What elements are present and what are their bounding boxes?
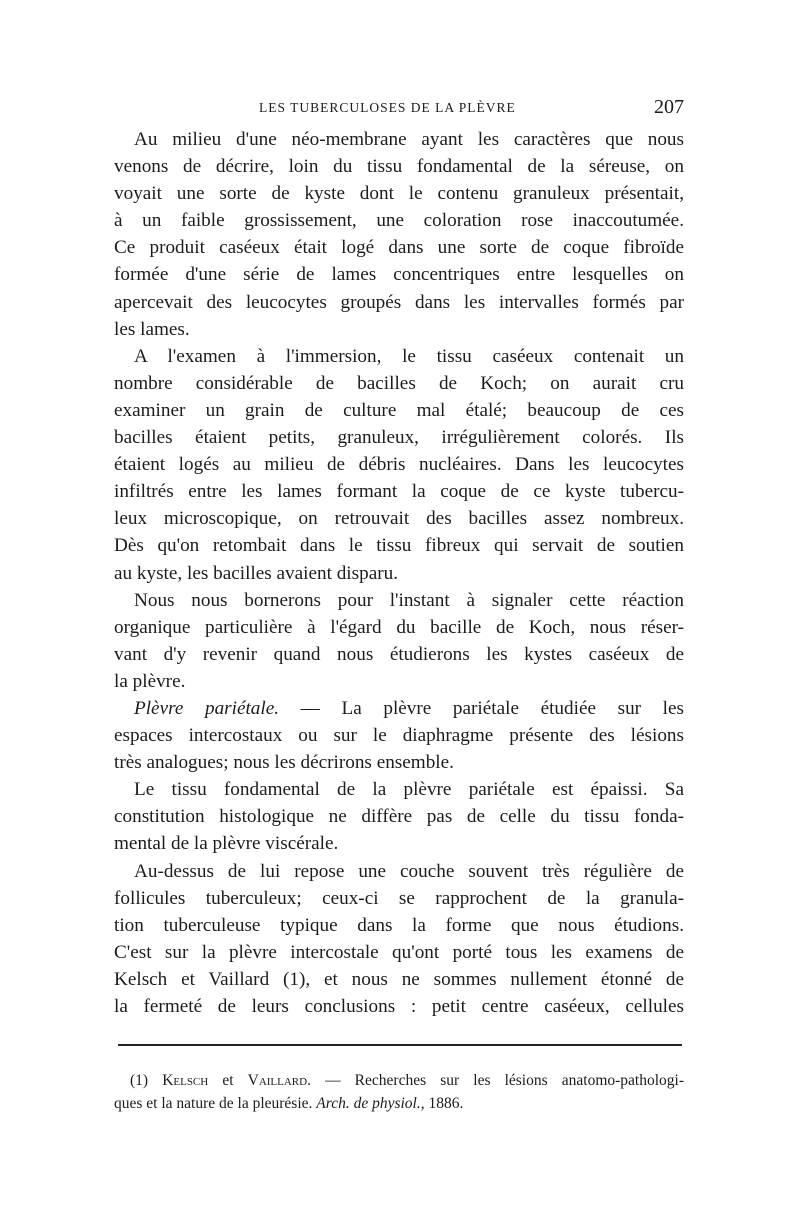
footnote-line [114,1092,684,1115]
page-header [114,96,684,122]
section-heading: Plèvre pariétale. [134,697,280,719]
text-line: les lames. [114,318,190,340]
text-fragment: . — Recherches sur les lésions anatomo-pathologi- [307,1072,684,1089]
text-line: infiltrés entre les lames formant la coque de ce kyste tubercu- [114,481,684,503]
text-line: formée d'une série de lames concentriques entre lesquelles on [114,264,684,286]
text-fragment: ques et la nature de la pleurésie. [114,1095,317,1112]
text-line: Au-dessus de lui repose une couche souvent très régulière de [134,860,684,882]
text-line: apercevait des leucocytes groupés dans les intervalles formés par [114,291,684,313]
text-line: nombre considérable de bacilles de Koch; on aurait cru [114,372,684,394]
text-line: tion tuberculeuse typique dans la forme que nous étudions. [114,914,684,936]
text-line: Nous nous bornerons pour l'instant à signaler cette réaction [134,589,684,611]
text-line: étaient logés au milieu de débris nucléaires. Dans les leucocytes [114,454,684,476]
text-line: Kelsch et Vaillard (1), et nous ne sommes nullement étonné de [114,968,684,990]
text-line: venons de décrire, loin du tissu fondamental de la séreuse, on [114,156,684,178]
text-line: espaces intercostaux ou sur le diaphragme présente des lésions [114,725,684,747]
text-line: vant d'y revenir quand nous étudierons les kystes caséeux de [114,643,684,665]
text-line: la plèvre. [114,670,186,692]
footnotes [114,1069,684,1115]
footnote-author: Vaillard [247,1072,308,1089]
text-line: A l'examen à l'immersion, le tissu caséeux contenait un [134,345,684,367]
text-line: constitution histologique ne diffère pas de celle du tissu fonda- [114,806,684,828]
footnote-line [114,1069,684,1092]
text-line: Dès qu'on retombait dans le tissu fibreux qui servait de soutien [114,535,684,557]
text-line: mental de la plèvre viscérale. [114,833,339,855]
text-fragment: et [208,1072,248,1089]
text-line: follicules tuberculeux; ceux-ci se rapprochent de la granula- [114,887,684,909]
text-line: au kyste, les bacilles avaient disparu. [114,562,398,584]
text-line: Le tissu fondamental de la plèvre pariétale est épaissi. Sa [134,779,684,801]
footnote-journal: Arch. de physiol. [316,1095,421,1112]
text-line [114,695,684,722]
text-line: Au milieu d'une néo-membrane ayant les caractères que nous [134,129,684,150]
text-line: leux microscopique, on retrouvait des bacilles assez nombreux. [114,508,684,530]
page-number: 207 [654,96,684,118]
text-line: C'est sur la plèvre intercostale qu'ont porté tous les examens de [114,941,684,963]
body-text [114,126,684,1020]
text-line: la fermeté de leurs conclusions : petit centre caséeux, cellules [114,996,684,1017]
footnote-author: Kelsch [162,1072,209,1089]
text-line: Ce produit caséeux était logé dans une sorte de coque fibroïde [114,237,684,259]
text-line: examiner un grain de culture mal étalé; beaucoup de ces [114,399,684,421]
text-line: bacilles étaient petits, granuleux, irrégulièrement colorés. Ils [114,427,684,449]
text-line: organique particulière à l'égard du bacille de Koch, nous réser- [114,616,684,638]
running-title: LES TUBERCULOSES DE LA PLÈVRE [259,100,516,115]
text-fragment: , 1886. [420,1095,464,1112]
footnote-rule [118,1044,682,1046]
text-fragment: — La plèvre pariétale étudiée sur les [279,697,684,719]
text-line: voyait une sorte de kyste dont le contenu granuleux présentait, [114,183,684,205]
footnote-marker: (1) [130,1072,163,1089]
text-line: à un faible grossissement, une coloration rose inaccoutumée. [114,210,684,232]
text-line: très analogues; nous les décrirons ensemble. [114,752,454,774]
